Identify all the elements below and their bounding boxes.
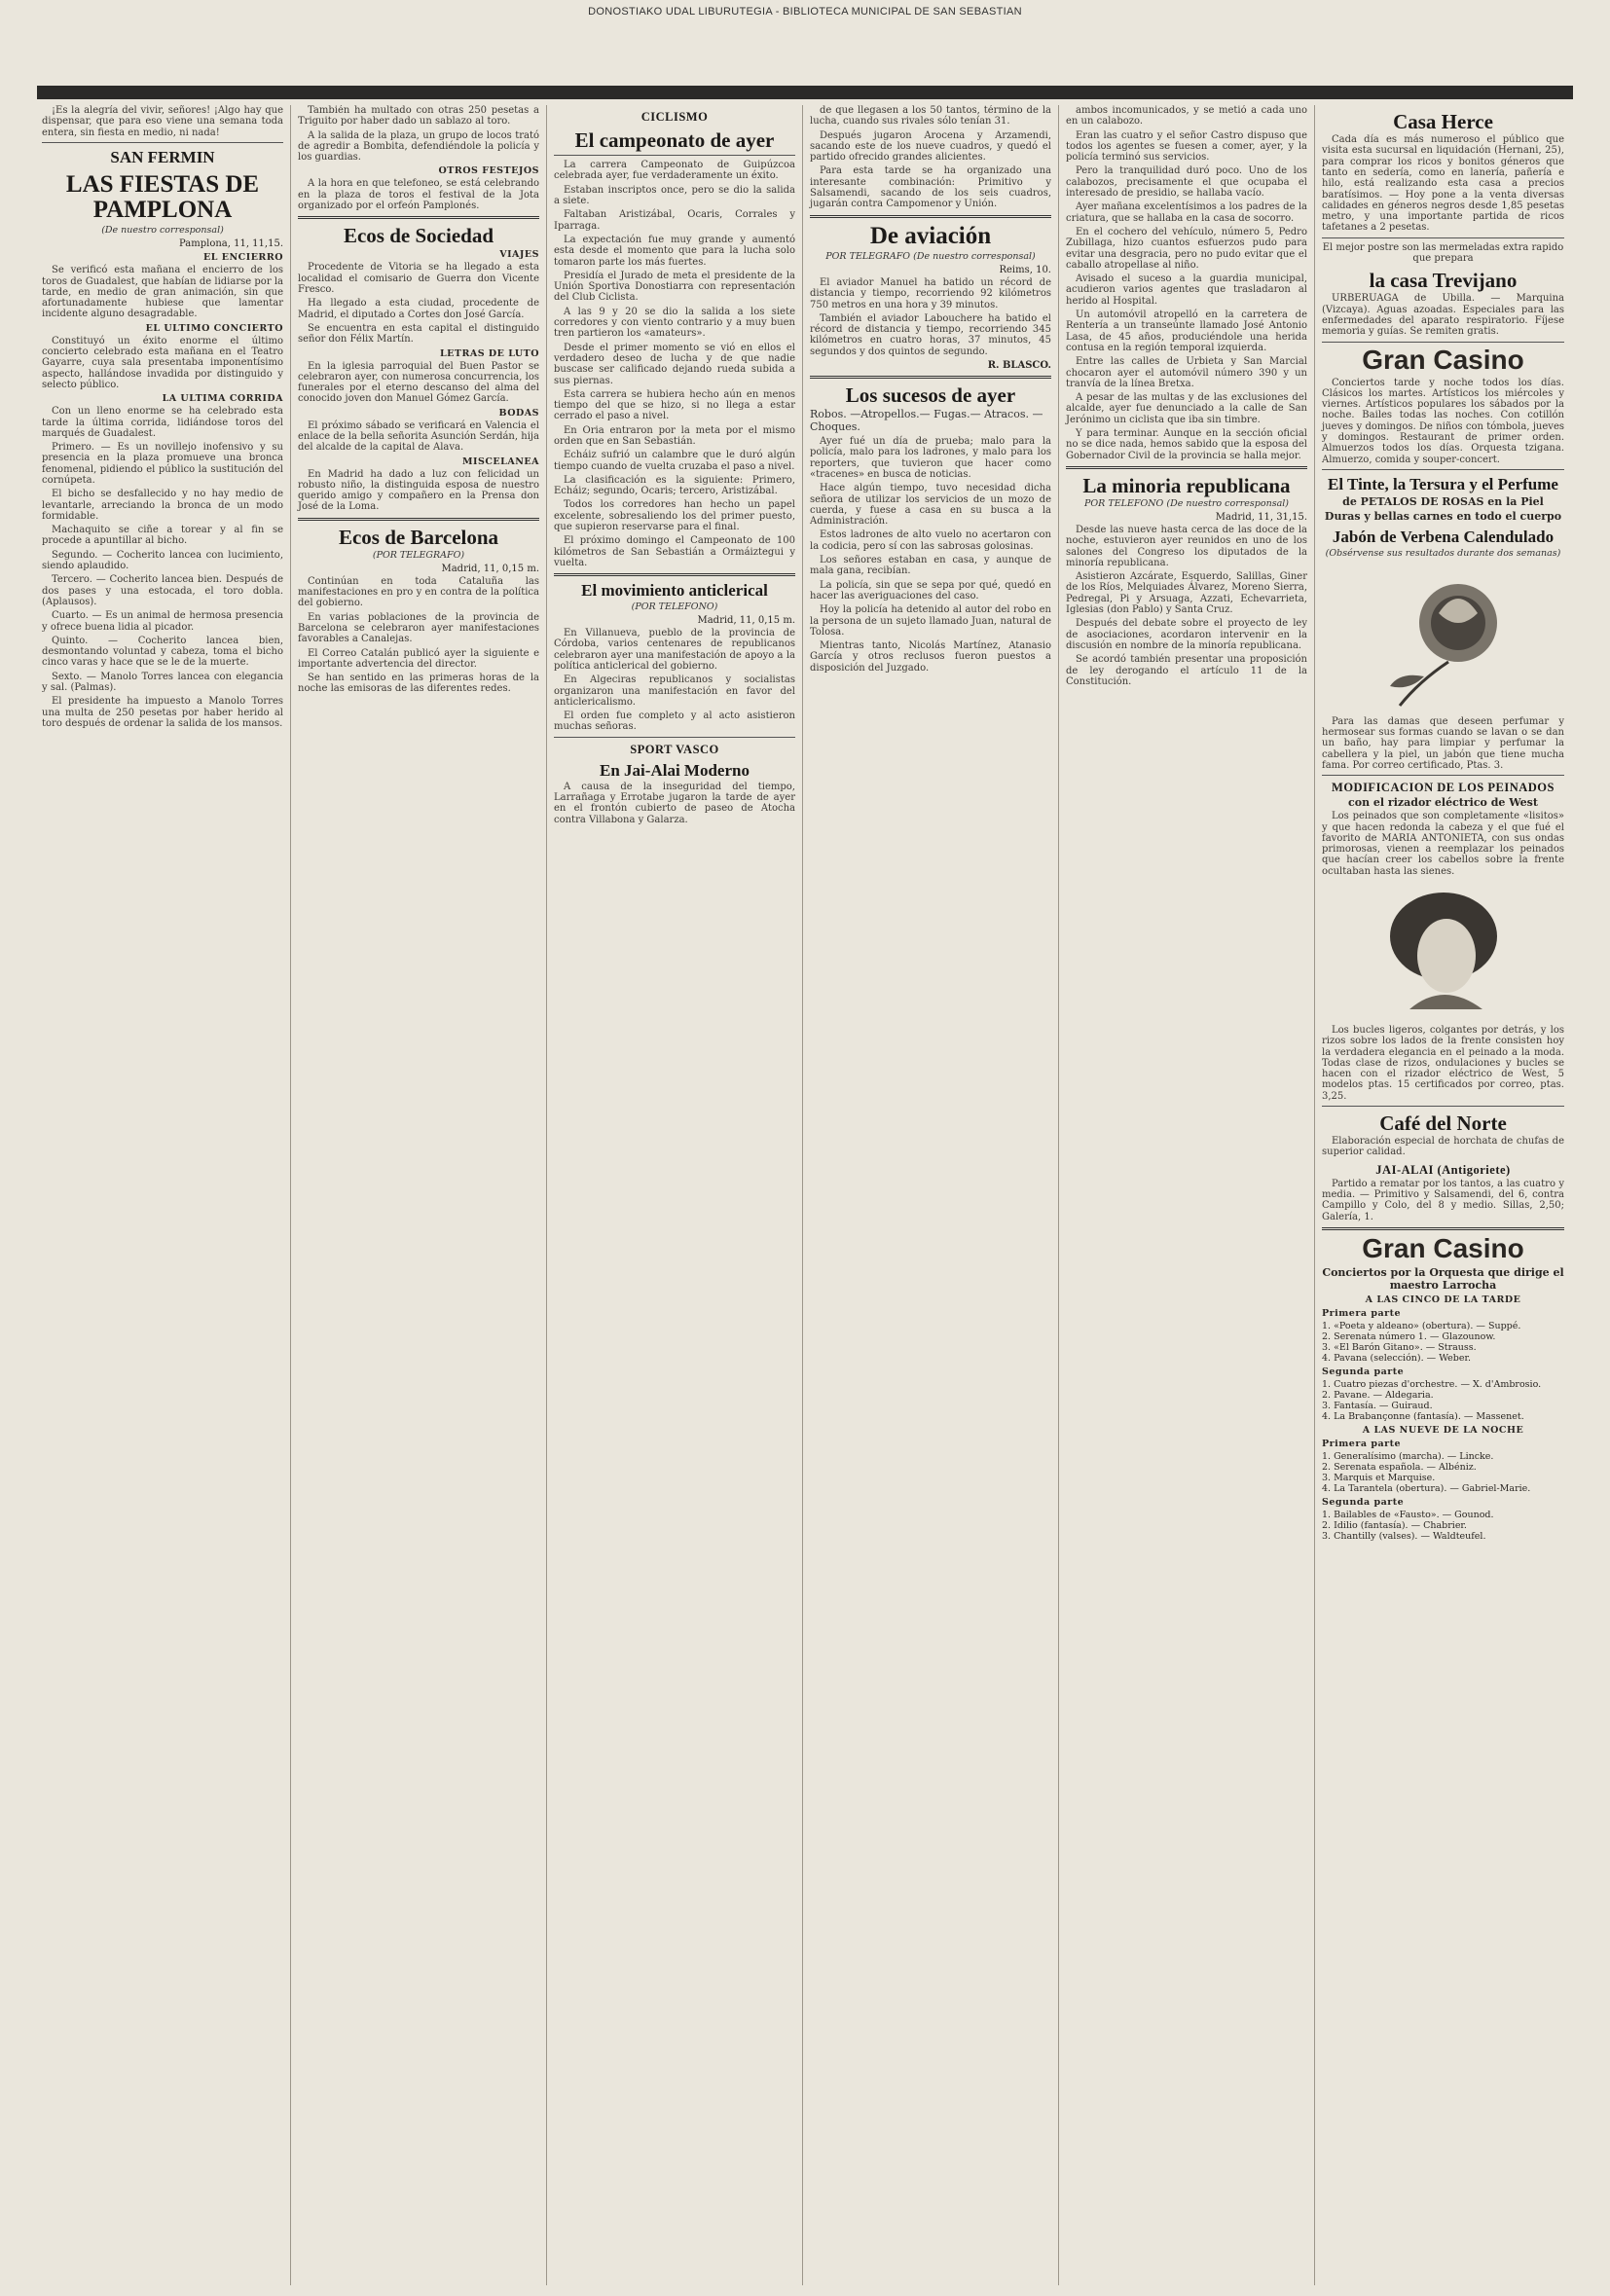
ad-title-casino: Gran Casino [1362,344,1524,375]
intro-text: ¡Es la alegría del vivir, señores! ¡Algo hay que dispensar, que para eso viene una semana toda entera, sin fiesta en medio, ni nada! [42,105,283,138]
subheading-miscelanea: MISCELANEA [462,456,539,467]
program-part: Segunda parte [1322,1367,1405,1378]
article-title-campeonato: El campeonato de ayer [574,128,775,153]
ad-title-cafe: Café del Norte [1379,1112,1507,1136]
paragraph: Se acordó también presentar una proposición de ley derogando el artículo 11 de la Constitución. [1066,654,1307,687]
program-item: 1. Cuatro piezas d'orchestre. — X. d'Ambrosio. [1322,1379,1542,1391]
paragraph: Y para terminar. Aunque en la sección oficial no se dice nada, hemos sabido que la esposa del Gobernador Civil de la provincia se halla mejor. [1066,428,1307,461]
paragraph: En Villanueva, pueblo de la provincia de Córdoba, varios centenares de republicanos celebraron ayer una manifestación de apoyo a la política anticlerical del gobierno. [554,628,795,672]
paragraph: Asistieron Azcárate, Esquerdo, Salillas, Giner de los Ríos, Melquiades Álvarez, Moreno Sierra, Pedregal, Pi y Arsuaga, Azzati, Echevarrieta, Iglesias (don Pablo) y Santa Cruz. [1066,571,1307,616]
paragraph: Esta carrera se hubiera hecho aún en menos tiempo del que se hizo, si no llega a estar cerrado el paso a nivel. [554,388,795,422]
paragraph: La carrera Campeonato de Guipúzcoa celebrada ayer, fue verdaderamente un éxito. [554,160,795,182]
paragraph: Hoy la policía ha detenido al autor del robo en la persona de un sujeto llamado Juan, natural de Tolosa. [810,604,1051,638]
paragraph: Quinto. — Cocherito lancea bien, desmontando voluntad y cabeza, toma el bicho cinco varas y hace que se le de la muerte. [42,635,283,669]
paragraph: Faltaban Aristizábal, Ocaris, Corrales y Iparraga. [554,209,795,232]
paragraph: Estaban inscriptos once, pero se dio la salida a siete. [554,184,795,207]
subheading-luto: LETRAS DE LUTO [440,347,539,359]
divider [42,142,283,143]
paragraph: El presidente ha impuesto a Manolo Torres una multa de 250 pesetas por haber herido al toro después de ordenar la salida de los mansos. [42,696,283,729]
ad-subtitle: de PETALOS DE ROSAS en la Piel [1342,494,1544,508]
dateline: Madrid, 11, 0,15 m. [697,615,795,627]
paragraph: A pesar de las multas y de las exclusiones del alcalde, ayer fue denunciado a la calle de San Jerónimo un ciclista que iba sin timbre. [1066,392,1307,425]
paragraph: Procedente de Vitoria se ha llegado a esta localidad el comisario de Guerra don Vicente Fresco. [298,262,539,296]
paragraph: En Oria entraron por la meta por el mismo orden que en San Sebastián. [554,424,795,447]
divider [1066,466,1307,469]
paragraph: Estos ladrones de alto vuelo no acertaron con la codicia, pero sí con las sabrosas golosinas. [810,529,1051,552]
ad-subtitle: Conciertos por la Orquesta que dirige el maestro Larrocha [1322,1266,1564,1293]
subheading-bodas: BODAS [498,407,539,419]
ad-text: Elaboración especial de horchata de chufas de superior calidad. [1322,1136,1564,1158]
paragraph: Después del debate sobre el proyecto de ley de asociaciones, acordaron intervenir en la discusión en nombre de la minoría republicana. [1066,618,1307,651]
paragraph: Sexto. — Manolo Torres lancea con elegancia y sal. (Palmas). [42,671,283,694]
paragraph: Constituyó un éxito enorme el último concierto celebrado esta mañana en el Teatro Gayarre, cuya sala presentaba imponentísimo aspecto, hallándose invadida por distinguido y selecto público. [42,335,283,390]
program-part: Segunda parte [1322,1497,1405,1509]
program-item: 4. La Brabançonne (fantasía). — Massenet. [1322,1411,1524,1423]
paragraph: Continúan en toda Cataluña las manifestaciones en pro y en contra de la política del gobierno. [298,575,539,609]
ad-title-peinados: MODIFICACION DE LOS PEINADOS [1332,781,1555,795]
program-part: Primera parte [1322,1308,1402,1320]
paragraph: En varias poblaciones de la provincia de Barcelona se celebraron ayer manifestaciones favorables a Canalejas. [298,611,539,645]
divider [298,216,539,219]
paragraph: La clasificación es la siguiente: Primero, Echáiz; segundo, Ocaris; tercero, Aristizábal. [554,474,795,497]
signature: R. BLASCO. [987,360,1051,371]
ad-title-herce: Casa Herce [1393,110,1493,133]
ad-text: Para las damas que deseen perfumar y hermosear sus formas cuando se lavan o se dan un baño, hay para limpiar y perfumar la cabellera y la piel, un jabón que tiene mucha fama. Por correo certificado, Ptas. 3. [1322,715,1564,771]
byline: POR TELEFONO (De nuestro corresponsal) [1084,497,1289,509]
paragraph: Echáiz sufrió un calambre que le duró algún tiempo cuando de vuelta cruzaba el paso a nivel. [554,450,795,472]
paragraph: Mientras tanto, Nicolás Martínez, Atanasio García y otros reclusos fueron puestos a disposición del Juzgado. [810,640,1051,674]
paragraph: En la iglesia parroquial del Buen Pastor se celebraron ayer, con numerosa concurrencia, los funerales por el eterno descanso del alma del conocido joven don Manuel Gómez García. [298,360,539,405]
program-time: A LAS NUEVE DE LA NOCHE [1362,1425,1524,1437]
paragraph: La policía, sin que se sepa por qué, quedó en hacer las averiguaciones del caso. [810,579,1051,601]
ad-text: Partido a rematar por los tantos, a las cuatro y media. — Primitivo y Salsamendi, del 6, contra Campillo y Colo, del 8 y medio. Sillas, 2,50; Galería, 1. [1322,1178,1564,1222]
divider [1322,775,1564,776]
paragraph: Entre las calles de Urbieta y San Marcial chocaron ayer el automóvil número 390 y un tranvía de la línea Bretxa. [1066,356,1307,389]
paragraph: Eran las cuatro y el señor Castro dispuso que todos los agentes se fuesen a comer, ayer, y la policía terminó sus servicios. [1066,129,1307,164]
divider [810,376,1051,379]
program-item: 1. «Poeta y aldeano» (obertura). — Suppé. [1322,1321,1521,1332]
rose-illustration-icon [1371,565,1517,711]
paragraph: A causa de la inseguridad del tiempo, Larrañaga y Errotabe jugaron la tarde de ayer en el frontón cubierto de paseo de Atocha contra Villabona y Galarza. [554,781,795,825]
divider [1322,1106,1564,1107]
program-item: 4. Pavana (selección). — Weber. [1322,1353,1472,1365]
article-title-sociedad: Ecos de Sociedad [343,224,494,248]
program-item: 2. Serenata número 1. — Glazounow. [1322,1331,1496,1343]
dateline: Pamplona, 11, 11,15. [179,238,283,250]
program-item: 3. Fantasía. — Guiraud. [1322,1401,1433,1412]
paragraph: Para esta tarde se ha organizado una interesante combinación: Primitivo y Salsamendi, sacando de los seis cuadros, jugarán contra Campomenor y Unión. [810,165,1051,210]
divider [554,155,795,156]
paragraph: Desde las nueve hasta cerca de las doce de la noche, estuvieron ayer reunidos en uno de los salones del Congreso los diputados de la minoría republicana. [1066,524,1307,568]
paragraph: ambos incomunicados, y se metió a cada uno en un calabozo. [1066,105,1307,128]
subheading-concierto: EL ULTIMO CONCIERTO [145,322,283,334]
program-item: 2. Pavane. — Aldegaria. [1322,1390,1434,1402]
article-title-sucesos: Los sucesos de ayer [845,383,1016,407]
ad-title-trevijano: la casa Trevijano [1369,269,1518,293]
program-item: 3. Chantilly (valses). — Waldteufel. [1322,1531,1486,1543]
program-item: 2. Idilio (fantasía). — Chabrier. [1322,1520,1467,1532]
paragraph: Ayer fué un día de prueba; malo para la policía, malo para los ladrones, y malo para los reporters, que tuvieron que hacer como «tracenes» en busca de noticias. [810,436,1051,480]
paragraph: También el aviador Labouchere ha batido el récord de distancia y tiempo, recorriendo 345 kilómetros en cuatro horas, 37 minutos, 45 segundos y dos quintos de segundo. [810,312,1051,357]
woman-portrait-illustration-icon [1371,883,1517,1019]
paragraph: El Correo Catalán publicó ayer la siguiente e importante advertencia del director. [298,647,539,670]
paragraph: de que llegasen a los 50 tantos, término de la lucha, cuando sus rivales sólo tenían 31. [810,105,1051,128]
paragraph: El orden fue completo y al acto asistieron muchas señoras. [554,711,795,733]
ad-subtitle: Duras y bellas carnes en todo el cuerpo [1324,509,1562,523]
divider [554,737,795,738]
paragraph: A las 9 y 20 se dio la salida a los siete corredores y con viento contrario y a muy buen tren partieron los «amateurs». [554,306,795,340]
column-3 [547,105,803,2285]
paragraph: El aviador Manuel ha batido un récord de distancia y tiempo, recorriendo 92 kilómetros 750 metros en una hora y 39 minutos. [810,276,1051,310]
program-part: Primera parte [1322,1439,1402,1450]
byline: (De nuestro corresponsal) [101,225,224,237]
program-item: 1. Bailables de «Fausto». — Gounod. [1322,1510,1494,1521]
paragraph: Ha llegado a esta ciudad, procedente de Madrid, el diputado a Cortes don José García. [298,298,539,320]
ad-subtitle: con el rizador eléctrico de West [1348,796,1538,810]
paragraph: En Madrid ha dado a luz con felicidad un robusto niño, la distinguida esposa de nuestro querido amigo y compañero en la Prensa don José de la Loma. [298,468,539,513]
divider [554,573,795,576]
paragraph: Un automóvil atropelló en la carretera de Rentería a un transeúnte llamado José Antonio Lasa, de 45 años, produciéndole una herida contusa en la región temporal izquierda. [1066,310,1307,353]
byline: (POR TELEGRAFO) [372,549,465,561]
paragraph: Segundo. — Cocherito lancea con lucimiento, siendo aplaudido. [42,549,283,572]
article-title-barcelona: Ecos de Barcelona [338,525,499,549]
article-title-aviacion: De aviación [869,222,992,249]
program-item: 2. Serenata española. — Albéniz. [1322,1462,1477,1474]
column-6-ads [1315,105,1571,2285]
ad-title-jabon: Jabón de Verbena Calendulado [1332,527,1555,546]
column-2 [291,105,547,2285]
dateline: Madrid, 11, 31,15. [1215,511,1307,523]
paragraph: Tercero. — Cocherito lancea bien. Después de dos pases y una estocada, el toro dobla. (Aplausos). [42,574,283,607]
ad-title-jaialai: JAI-ALAI (Antigoriete) [1375,1162,1511,1177]
divider [1322,1227,1564,1230]
ad-text: Conciertos tarde y noche todos los días. Clásicos los martes. Artísticos los miércoles y viernes. Artísticos populares los sábados por la noche. Bailes todas las noches. Con cotillón jueves y domingos. De niños con tómbola, jueves y domingos. Restaurant de primer orden. Almuerzos todos los días. Orquesta tzigana. Almuerzo, comida y souper-concert. [1322,377,1564,465]
column-4 [803,105,1059,2285]
divider [810,215,1051,218]
paragraph: Pero la tranquilidad duró poco. Uno de los calabozos, precisamente el que ocupaba el interesado de presidio, se hallaba vacío. [1066,165,1307,200]
subheading-viajes: VIAJES [499,249,539,261]
program-item: 3. «El Barón Gitano». — Strauss. [1322,1342,1477,1354]
ad-note: (Obsérvense sus resultados durante dos semanas) [1325,547,1561,559]
byline: (POR TELEFONO) [631,601,718,613]
divider [298,518,539,521]
paragraph: Con un lleno enorme se ha celebrado esta tarde la última corrida, lidiándose toros del marqués de Guadalest. [42,406,283,439]
paragraph: Ayer mañana excelentísimos a los padres de la criatura, que se hallaba en la casa de socorro. [1066,201,1307,224]
program-item: 1. Generalísimo (marcha). — Lincke. [1322,1451,1494,1463]
article-title-minoria: La minoria republicana [1082,473,1291,497]
paragraph: El bicho se desfallecido y no hay medio de levantarle, arreciando la bronca de un modo formidable. [42,489,283,522]
masthead-bar [37,86,1573,99]
ad-text: El mejor postre son las mermeladas extra rapido que prepara [1322,241,1564,265]
paragraph: También ha multado con otras 250 pesetas a Triguito por haber dado un sablazo al toro. [298,105,539,128]
library-header: DONOSTIAKO UDAL LIBURUTEGIA - BIBLIOTECA MUNICIPAL DE SAN SEBASTIAN [588,6,1022,18]
section-label: SPORT VASCO [630,742,719,756]
paragraph: Desde el primer momento se vió en ellos el verdadero deseo de lucha y de que nadie buscase ser calificado dejando rueda subida a sus piernas. [554,342,795,386]
paragraph: El próximo domingo el Campeonato de 100 kilómetros de San Sebastián a Ormáiztegui y vuelta. [554,535,795,568]
paragraph: La expectación fue muy grande y aumentó esta desde el momento que para la lucha solo tomaron parte los más fuertes. [554,234,795,268]
paragraph: Presidía el Jurado de meta el presidente de la Unión Sportiva Donostiarra con representación del Club Ciclista. [554,270,795,304]
ad-text: URBERUAGA de Ubilla. — Marquina (Vizcaya). Aguas azoadas. Especiales para las enfermedades del aparato respiratorio. Fíjese memoria y guías. Se remiten gratis. [1322,293,1564,338]
paragraph: El próximo sábado se verificará en Valencia el enlace de la bella señorita Asunción Serdán, hija del alcalde de la capital de Alava. [298,419,539,454]
divider [1322,469,1564,470]
dateline: Madrid, 11, 0,15 m. [441,563,539,574]
article-title-pamplona: LAS FIESTAS DE PAMPLONA [65,170,260,223]
ad-title-perfume: El Tinte, la Tersura y el Perfume [1328,474,1558,493]
article-title-anticlerical: El movimiento anticlerical [581,581,768,601]
paragraph: A la hora en que telefoneo, se está celebrando en la plaza de toros el festival de la Jota organizado por el orfeón Pamplonés. [298,178,539,212]
newspaper-columns [35,105,1573,2285]
paragraph: A la salida de la plaza, un grupo de locos trató de agredir a Bombita, defendiéndole la policía y los guardias. [298,129,539,164]
ad-text: Los bucles ligeros, colgantes por detrás, y los rizos sobre los lados de la frente consisten hoy la verdadera elegancia en el peinado a la moda. Todas clase de rizos, ondulaciones y bucles se hacen con el rizador eléctrico de West, 5 modelos ptas. 15 certificados por correo, ptas. 3,25. [1322,1025,1564,1102]
article-title-jaialai: En Jai-Alai Moderno [600,760,750,780]
paragraph: Los señores estaban en casa, y aunque de mala gana, recibían. [810,555,1051,577]
byline: POR TELEGRAFO (De nuestro corresponsal) [825,250,1036,262]
ad-text: Los peinados que son completamente «lisitos» y que hacen redonda la cabeza y el que fué el favorito de MARIA ANTONIETA, con sus ondas primorosas, vienen a reemplazar los peinados que hacían creer los cabellos sobre la frente ocultaban hasta las sienes. [1322,811,1564,877]
column-1 [35,105,291,2285]
ad-title-casino-2: Gran Casino [1362,1233,1524,1264]
paragraph: En Algeciras republicanos y socialistas organizaron una manifestación en favor del anticlericalismo. [554,674,795,708]
paragraph: Se verificó esta mañana el encierro de los toros de Guadalest, que habían de lidiarse por la tarde, en medio de gran animación, sin que afortunadamente hubiese que lamentar incidente alguno desagradable. [42,265,283,320]
section-label: SAN FERMIN [110,147,215,166]
subheading-otros: OTROS FESTEJOS [438,165,539,177]
sucesos-tagline: Robos. —Atropellos.— Fugas.— Atracos. — Choques. [810,408,1043,434]
section-label: CICLISMO [640,110,709,124]
subheading-encierro: EL ENCIERRO [203,252,283,264]
program-item: 3. Marquis et Marquise. [1322,1473,1436,1484]
paragraph: Todos los corredores han hecho un papel excelente, sobresaliendo los del primer puesto, que supieron reservarse para el final. [554,499,795,533]
paragraph: En el cochero del vehículo, número 5, Pedro Zubillaga, hizo cuantos esfuerzos pudo para evitar una desgracia, pero no pudo evitar que el caballo atropellase al niño. [1066,226,1307,271]
dateline: Reims, 10. [999,264,1051,275]
program-time: A LAS CINCO DE LA TARDE [1365,1294,1521,1306]
divider [1322,342,1564,343]
paragraph: Cuarto. — Es un animal de hermosa presencia y ofrece buena lidia al picador. [42,610,283,633]
subheading-corrida: LA ULTIMA CORRIDA [162,393,283,405]
paragraph: Hace algún tiempo, tuvo necesidad dicha señora de utilizar los servicios de un mozo de cuerda, y fuese a casa en su busca a la Administración. [810,483,1051,528]
program-item: 4. La Tarantela (obertura). — Gabriel-Marie. [1322,1483,1531,1495]
paragraph: Avisado el suceso a la guardia municipal, acudieron varios agentes que trasladaron al herido al Hospital. [1066,273,1307,307]
paragraph: Después jugaron Arocena y Arzamendi, sacando este de los nueve cuadros, y quedó el partido ofrecido grandes alicientes. [810,129,1051,164]
divider [1322,237,1564,238]
paragraph: Machaquito se ciñe a torear y al fin se procede a apuntillar al bicho. [42,525,283,547]
paragraph: Se han sentido en las primeras horas de la noche las emisoras de las diferentes redes. [298,673,539,695]
column-5 [1059,105,1315,2285]
ad-text: Cada día es más numeroso el público que visita esta sucursal en liquidación (Hernani, 25), para comprar los ricos y bonitos géneros que tanto en sedería, como en lanería, pañería e hilo, está realizando esta casa a precios baratísimos. — Hoy pone a la venta diversas calidades en géneros negros desde 1,85 pesetas metro, y una importante partida de ricos tafetanes a 2 pesetas. [1322,134,1564,234]
paragraph: Se encuentra en esta capital el distinguido señor don Félix Martín. [298,322,539,346]
paragraph: Primero. — Es un novillejo inofensivo y su presencia en la plaza promueve una bronca fenomenal, pidiendo el público la sustitución del cornúpeta. [42,442,283,486]
